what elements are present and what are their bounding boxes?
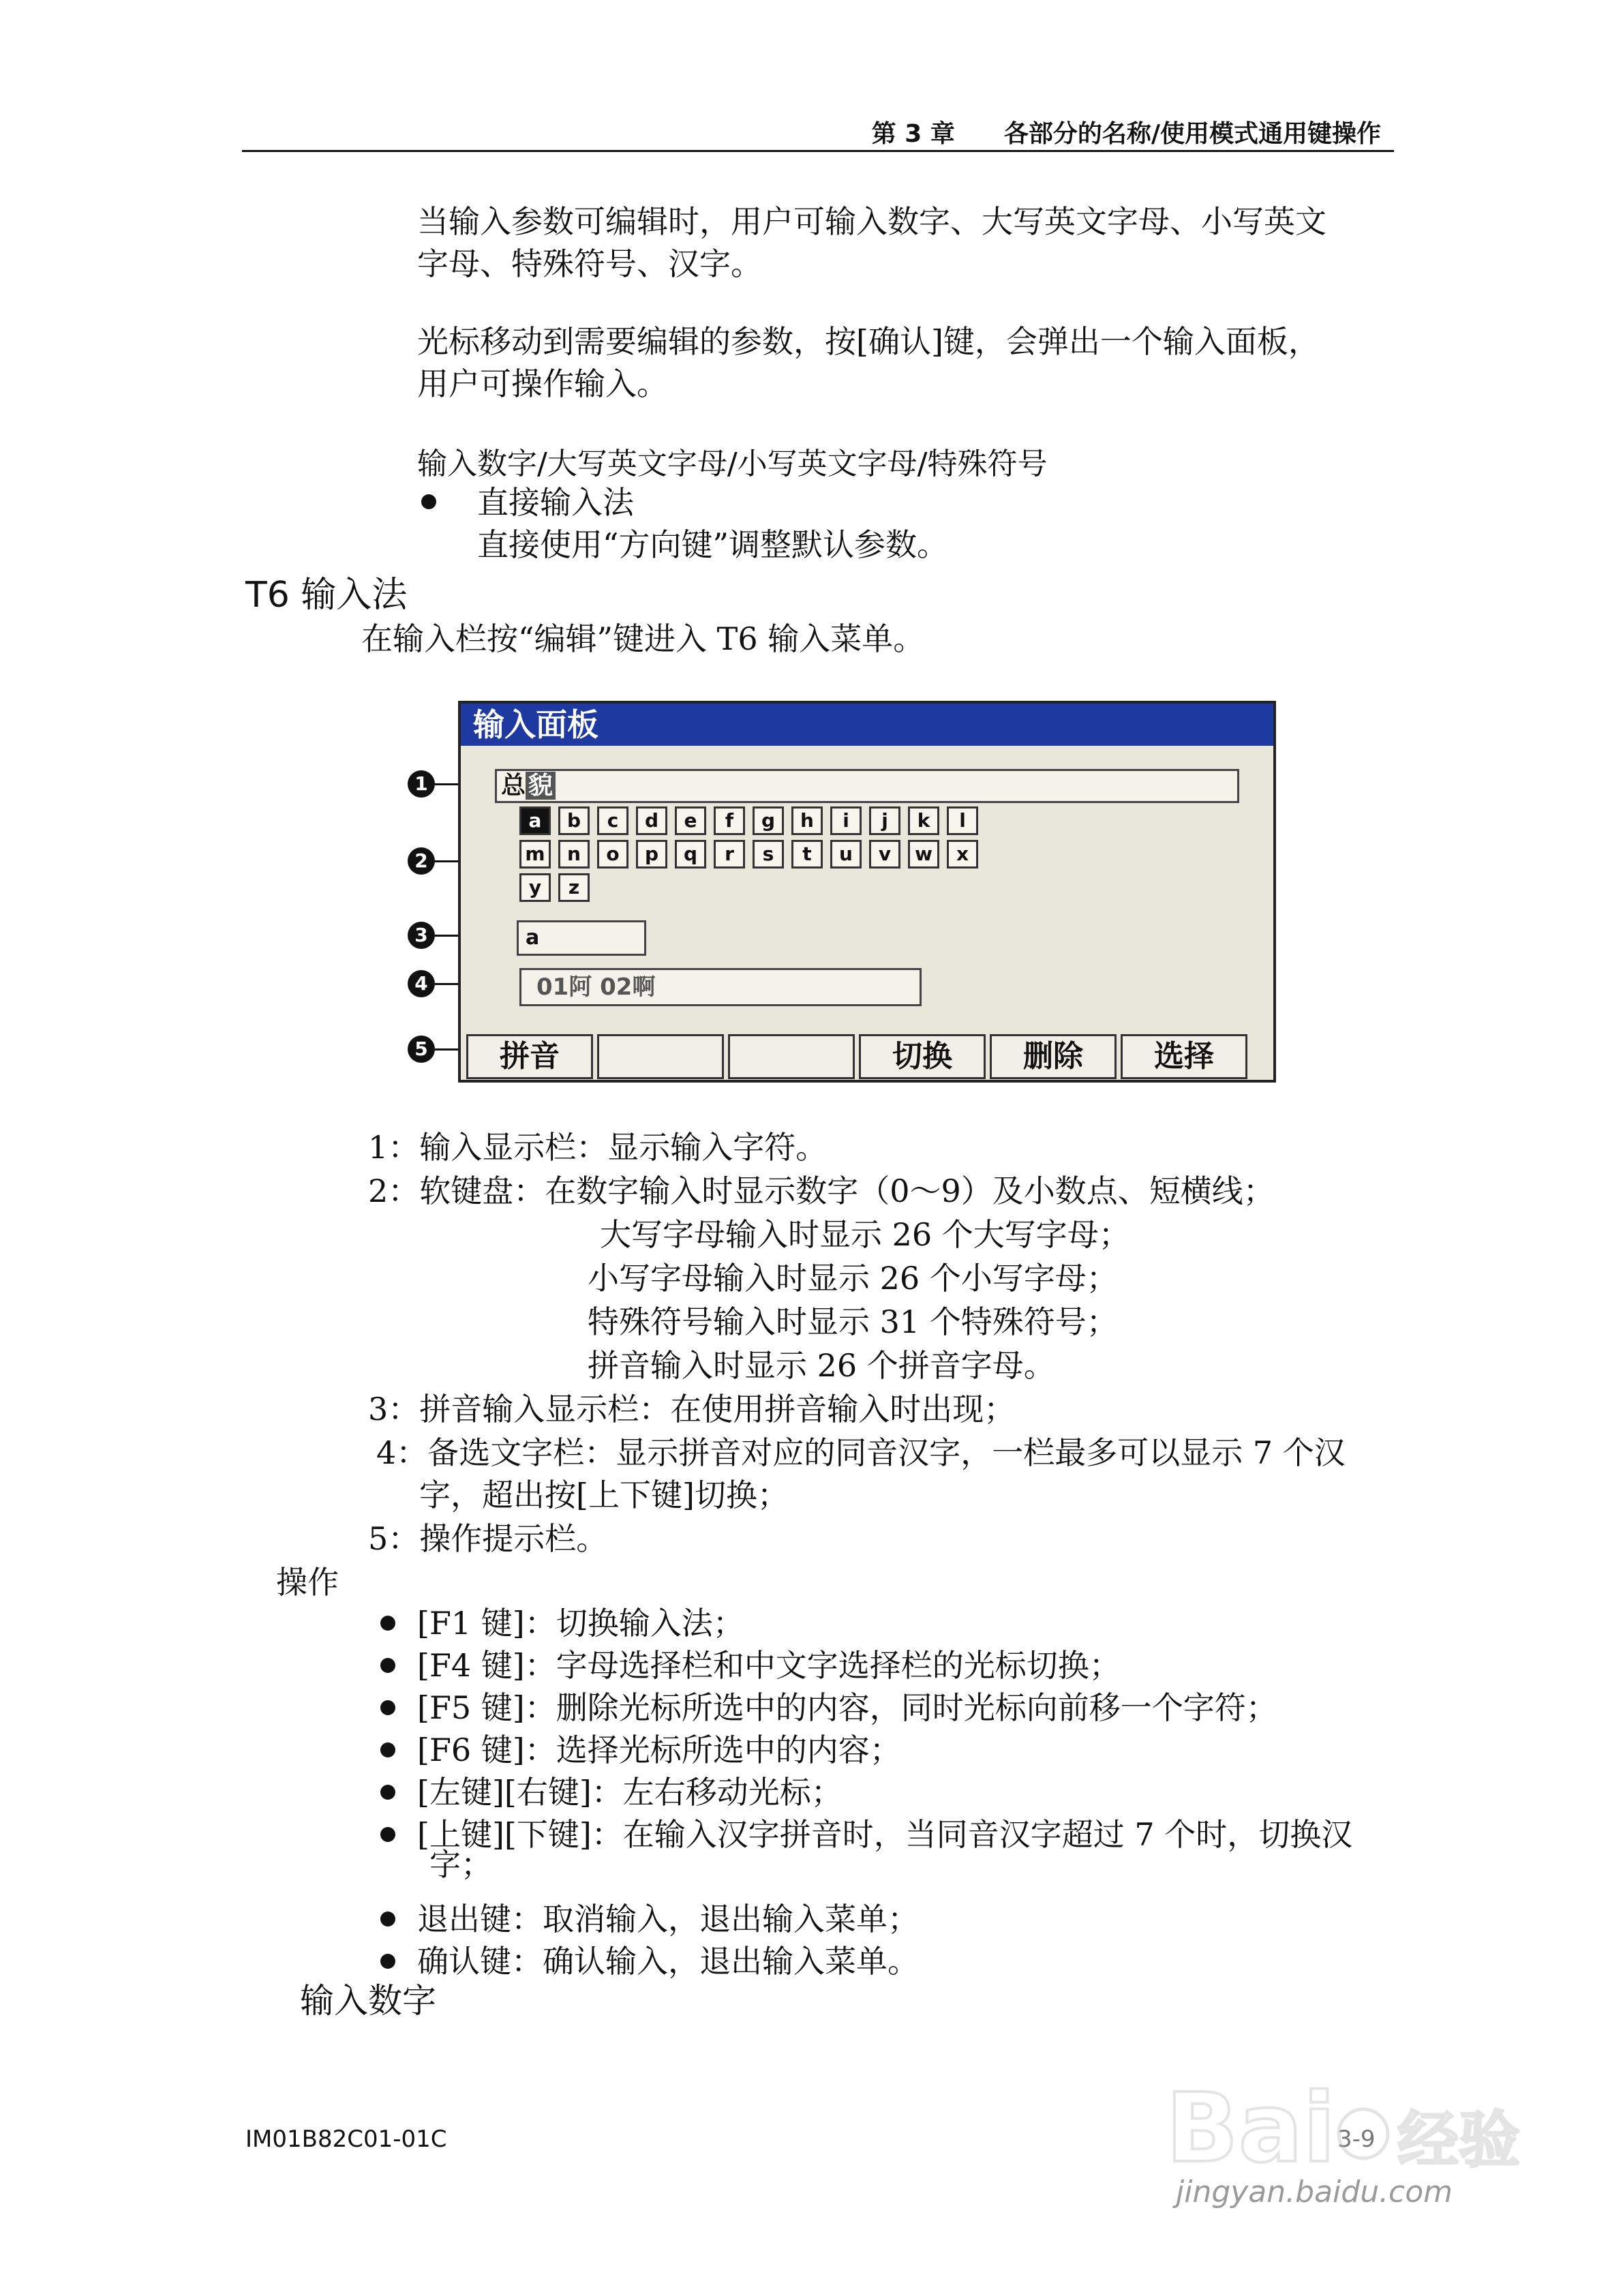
watermark-url: jingyan.baidu.com: [1176, 2175, 1453, 2209]
key-p[interactable]: p: [636, 840, 667, 868]
legend-5: 5：操作提示栏。: [368, 1520, 608, 1557]
legend-2e: 拼音输入时显示 26 个拼音字母。: [588, 1347, 1055, 1384]
key-a[interactable]: a: [519, 806, 551, 835]
legend-3: 3：拼音输入显示栏：在使用拼音输入时出现；: [368, 1391, 1016, 1428]
ops-item: 退出键：取消输入，退出输入菜单；: [417, 1901, 919, 1937]
legend-1: 1：输入显示栏：显示输入字符。: [368, 1129, 828, 1166]
page-number: 3-9: [1337, 2126, 1376, 2153]
doc-id: IM01B82C01-01C: [245, 2126, 447, 2153]
ops-heading: 操作: [276, 1564, 339, 1601]
key-f[interactable]: f: [714, 806, 745, 835]
ops-item: [左键][右键]：左右移动光标；: [417, 1774, 843, 1811]
ops-bullet: [380, 1912, 395, 1927]
key-d[interactable]: d: [636, 806, 667, 835]
key-x[interactable]: x: [947, 840, 978, 868]
key-o[interactable]: o: [597, 840, 628, 868]
ops-item: [F4 键]：字母选择栏和中文字选择栏的光标切换；: [417, 1647, 1121, 1684]
softkey-blank-2[interactable]: [728, 1034, 855, 1079]
legend-2b: 大写字母输入时显示 26 个大写字母；: [600, 1216, 1130, 1253]
key-t[interactable]: t: [791, 840, 823, 868]
callout-3: 3: [408, 922, 435, 949]
ops-bullet: [380, 1785, 395, 1800]
key-w[interactable]: w: [908, 840, 939, 868]
softkey-pinyin[interactable]: 拼音: [466, 1034, 593, 1079]
ops-bullet: [380, 1616, 395, 1631]
direct-input-desc: 直接使用“方向键”调整默认参数。: [477, 526, 949, 563]
legend-2c: 小写字母输入时显示 26 个小写字母；: [588, 1260, 1118, 1297]
callout-4: 4: [408, 970, 435, 997]
ops-item: 确认键：确认输入，退出输入菜单。: [417, 1943, 919, 1980]
bullet-dot: [421, 494, 436, 509]
panel-title: 输入面板: [461, 704, 1273, 746]
key-c[interactable]: c: [597, 806, 628, 835]
bottom-heading: 输入数字: [300, 1981, 436, 2021]
pinyin-input-field[interactable]: a: [517, 920, 646, 956]
input-types-heading: 输入数字/大写英文字母/小写英文字母/特殊符号: [417, 447, 1048, 481]
key-l[interactable]: l: [947, 806, 978, 835]
softkey-select[interactable]: 选择: [1121, 1034, 1247, 1079]
callout-5: 5: [408, 1036, 435, 1063]
key-y[interactable]: y: [519, 873, 551, 902]
header-divider: [242, 150, 1394, 152]
input-display-field[interactable]: [495, 769, 1239, 803]
key-m[interactable]: m: [519, 840, 551, 868]
callout-1: 1: [408, 770, 435, 798]
display-cursor-char: 貌: [526, 772, 556, 800]
intro-p1-line1: 当输入参数可编辑时，用户可输入数字、大写英文字母、小写英文: [417, 203, 1326, 240]
softkey-switch[interactable]: 切换: [859, 1034, 986, 1079]
legend-4: 4：备选文字栏：显示拼音对应的同音汉字，一栏最多可以显示 7 个汉: [376, 1434, 1346, 1471]
watermark-brand: Bai: [1166, 2073, 1336, 2184]
ops-bullet: [380, 1827, 395, 1842]
chapter-header: 第 3 章 各部分的名称/使用模式通用键操作: [871, 120, 1381, 148]
ops-bullet: [380, 1954, 395, 1969]
direct-input-bullet: 直接输入法: [477, 484, 634, 521]
input-panel-window: [458, 701, 1276, 1083]
intro-p2-line1: 光标移动到需要编辑的参数，按[确认]键，会弹出一个输入面板，: [417, 323, 1320, 360]
intro-p2-line2: 用户可操作输入。: [417, 365, 668, 402]
ops-item: [F6 键]：选择光标所选中的内容；: [417, 1732, 901, 1768]
ops-item: [上键][下键]：在输入汉字拼音时，当同音汉字超过 7 个时，切换汉: [417, 1816, 1353, 1853]
key-k[interactable]: k: [908, 806, 939, 835]
key-z[interactable]: z: [558, 873, 590, 902]
t6-heading: T6 输入法: [245, 575, 408, 616]
ops-bullet: [380, 1700, 395, 1715]
key-i[interactable]: i: [830, 806, 862, 835]
key-q[interactable]: q: [675, 840, 706, 868]
t6-desc: 在输入栏按“编辑”键进入 T6 输入菜单。: [361, 620, 925, 657]
watermark-brand2: 经验: [1397, 2104, 1520, 2176]
ops-item: [F5 键]：删除光标所选中的内容，同时光标向前移一个字符；: [417, 1689, 1277, 1726]
callout-2: 2: [408, 847, 435, 875]
softkey-delete[interactable]: 删除: [990, 1034, 1117, 1079]
key-s[interactable]: s: [753, 840, 784, 868]
candidate-bar[interactable]: 01阿 02啊: [519, 968, 922, 1006]
key-g[interactable]: g: [753, 806, 784, 835]
key-n[interactable]: n: [558, 840, 590, 868]
key-v[interactable]: v: [869, 840, 900, 868]
display-char: 总: [501, 772, 526, 800]
key-j[interactable]: j: [869, 806, 900, 835]
key-h[interactable]: h: [791, 806, 823, 835]
legend-2d: 特殊符号输入时显示 31 个特殊符号；: [588, 1303, 1118, 1340]
ops-bullet: [380, 1742, 395, 1757]
key-e[interactable]: e: [675, 806, 706, 835]
key-u[interactable]: u: [830, 840, 862, 868]
ops-item-6-cont: 字；: [429, 1846, 492, 1883]
legend-2: 2：软键盘：在数字输入时显示数字（0～9）及小数点、短横线；: [368, 1173, 1275, 1209]
softkey-blank-1[interactable]: [597, 1034, 724, 1079]
key-b[interactable]: b: [558, 806, 590, 835]
legend-4b: 字，超出按[上下键]切换；: [419, 1477, 789, 1513]
intro-p1-line2: 字母、特殊符号、汉字。: [417, 245, 762, 282]
key-r[interactable]: r: [714, 840, 745, 868]
ops-item: [F1 键]：切换输入法；: [417, 1605, 744, 1642]
ops-bullet: [380, 1658, 395, 1673]
